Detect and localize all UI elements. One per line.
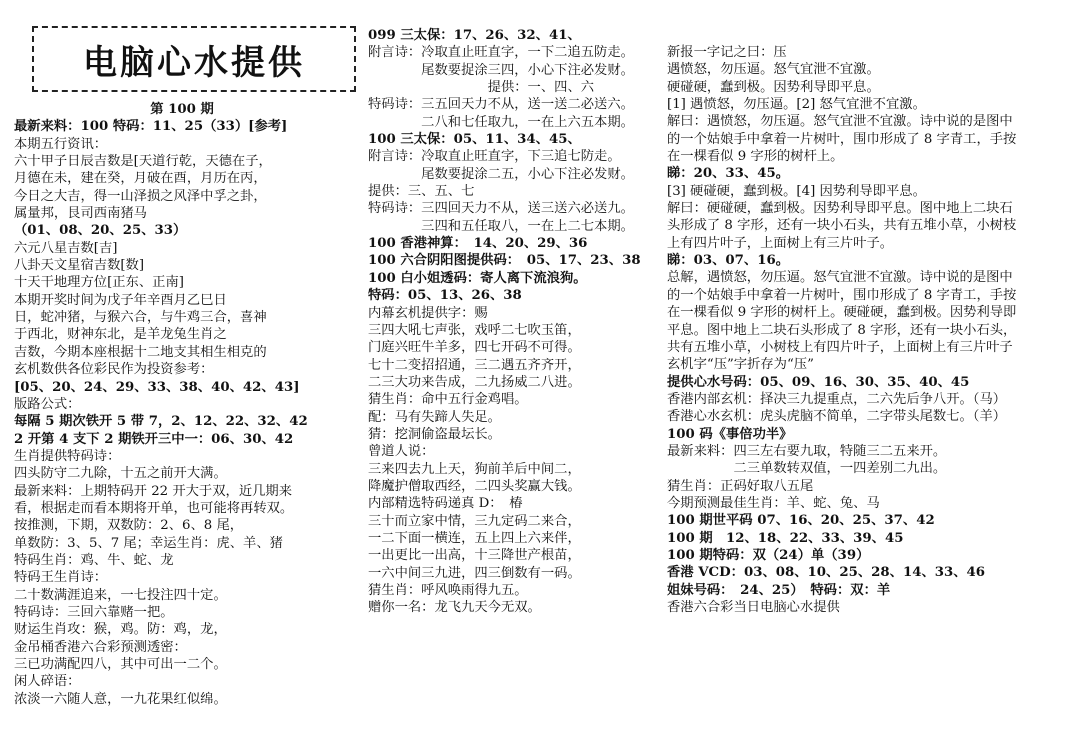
text-line: 金吊桶香港六合彩预测透密：	[14, 639, 187, 655]
text-line: 闲人碎语：	[14, 674, 81, 690]
text-line: 猜生肖：呼风唤雨得九五。	[368, 583, 528, 598]
text-line: 100 六合阴阳图提供码： 05、17、23、38	[368, 253, 641, 269]
text-line: 赠你一名：龙飞九天今无双。	[368, 600, 541, 616]
text-line: 三十而立家中情，三九定码二来合，	[368, 513, 581, 529]
text-line: 三来四去九上天，狗前羊后中间二，	[368, 461, 581, 477]
text-line: 的一个姑娘手中拿着一片树叶，围巾形成了 8 字青工，手按	[667, 131, 1017, 147]
text-line: 七十二变招招通，三二遇五齐齐开，	[368, 357, 581, 373]
text-line: 八卦天文星宿吉数[数]	[14, 258, 145, 274]
text-line: 月德在未，建在癸，月破在酉，月历在丙，	[14, 171, 267, 187]
text-line: 六十甲子日辰吉数是[天道行乾，天德在子，	[14, 154, 272, 170]
text-line: 新报一字记之曰：压	[667, 45, 787, 60]
text-line: 本期开奖时间为戊子年辛酉月乙巳日	[14, 292, 227, 308]
text-line: 2 开第 4 支下 2 期铁开三中一：06、30、42	[14, 431, 294, 447]
text-line: 属量邦，艮司西南猪马	[14, 206, 147, 222]
text-line: 二八和七任取九，一在上六五本期。	[368, 114, 634, 130]
text-line: 猜生肖：命中五行金鸡唱。	[368, 392, 528, 408]
text-line: 099 三太保：17、26、32、41、	[368, 28, 581, 43]
text-line: 尾数要捉涂二五，小心下注必发财。	[368, 166, 634, 182]
text-line: 本期五行资讯：	[14, 136, 108, 152]
text-line: 按推测，下期，双数防：2、6、8 尾，	[14, 518, 244, 534]
text-line: 每隔 5 期次铁开 5 带 7，2、12、22、32、42	[14, 414, 308, 430]
text-line: 一六中间三九进，四三倒数有一码。	[368, 565, 581, 581]
text-line: 降魔护僧取西经，二四头奖赢大钱。	[368, 478, 581, 494]
text-line: 共有五堆小草，小树枝上有四片叶子，上面树上有三片叶子	[667, 339, 1013, 355]
text-line: 特码诗：三五回天力不从，送一送二必送六。	[368, 97, 634, 113]
text-line: 的一个姑娘手中拿着一片树叶，围巾形成了 8 字青工，手按	[667, 287, 1017, 303]
text-line: 十天干地理方位[正东、正南]	[14, 275, 184, 291]
text-line: 三四大吼七声张，戏呼二七吹玉笛，	[368, 322, 581, 338]
text-line: 提供：一、四、六	[368, 80, 595, 96]
text-line: 100 白小姐透码：寄人离下流浪狗。	[368, 270, 587, 286]
text-line: 玄机字“压”字折存为“压”	[667, 357, 814, 373]
text-line: 版路公式：	[14, 396, 81, 412]
right-column	[667, 44, 1069, 616]
text-line: 香港六合彩当日电脑心水提供	[667, 600, 840, 615]
text-line: 财运生肖攻：猴，鸡。防：鸡，龙，	[14, 622, 227, 638]
text-line: 香港心水玄机：虎头虎脑不简单，二字带头尾数七。（羊）	[667, 409, 1007, 425]
text-line: 三四和五任取八，一在上二七本期。	[368, 218, 634, 234]
text-line: 100 码《事倍功半》	[667, 426, 793, 442]
page-title: 电脑心水提供	[83, 42, 305, 83]
text-line: 内部精选特码递真 D： 椿	[368, 496, 523, 512]
text-line: 猜：挖洞偷盗最坛长。	[368, 426, 501, 442]
text-line: 特码王生肖诗：	[14, 570, 108, 586]
text-line: 看，根据走而看本期将开单，也可能将再转双。	[14, 500, 294, 516]
text-line: 100 期特码：双（24）单（39）	[667, 547, 870, 563]
text-line: 一出更比一出高，十三降世产根苗，	[368, 548, 581, 564]
text-line: 解曰：硬碰硬，蠢到极。因势利导即平息。图中地上二块石	[667, 201, 1013, 217]
text-line: 最新来料：100 特码：11、25（33）[参考]	[14, 119, 288, 135]
text-line: 猜生肖：正码好取八五尾	[667, 478, 814, 494]
text-line: 100 期世平码 07、16、20、25、37、42	[667, 513, 935, 529]
text-line: 最新来料：上期特码开 22 开大于双，近几期来	[14, 483, 293, 499]
text-line: 二十数满涯追来，一七投注四十定。	[14, 587, 227, 603]
text-line: 100 期 12、18、22、33、39、45	[667, 530, 904, 546]
text-line: 最新来料：四三左右要九取，特随三二五来开。	[667, 443, 947, 459]
text-line: 尾数要捉涂三四，小心下注必发财。	[368, 62, 634, 78]
text-line: 上有四片叶子，上面树上有三片叶子。	[667, 235, 894, 251]
text-line: 香港 VCD：03、08、10、25、28、14、33、46	[667, 565, 986, 581]
text-line: 提供心水号码：05、09、16、30、35、40、45	[667, 374, 970, 390]
text-line: 在一棵看似 9 字形的树杆上。硬碰硬，蠢到极。因势利导即	[667, 305, 1017, 321]
text-line: 附言诗：冷取直止旺直字，下三追七防走。	[368, 149, 621, 165]
text-line: 硬碰硬，蠢到极。因势利导即平息。	[667, 79, 880, 95]
text-line: 姐妹号码： 24、25） 特码：双：羊	[667, 582, 891, 598]
text-line: 六元八星吉数[吉]	[14, 240, 118, 256]
text-line: 于西北，财神东北，是羊龙兔生肖之	[14, 327, 227, 343]
text-line: 吉数，今期本座根据十二地支其相生相克的	[14, 344, 267, 360]
text-line: 特码诗：三四回天力不从，送三送六必送九。	[368, 201, 634, 217]
text-line: 四头防守二九除，十五之前开大满。	[14, 466, 227, 482]
text-line: [05、20、24、29、33、38、40、42、43]	[14, 379, 300, 395]
text-line: 在一棵看似 9 字形的树杆上。	[667, 149, 844, 165]
text-line: 曾道人说：	[368, 444, 435, 460]
text-line: 二三大功来告成，二九扬威二八进。	[368, 374, 581, 390]
text-line: 浓淡一六随人意，一九花果红似绵。	[14, 691, 227, 707]
text-line: [1] 遇愤怒，勿压逼。[2] 怒气宜泄不宜激。	[667, 97, 926, 113]
text-line: 100 香港神算： 14、20、29、36	[368, 236, 588, 252]
text-line: 香港内部玄机：择决三九提重点，二六先后争八开。（马）	[667, 391, 1007, 407]
text-line: 单数防：3、5、7 尾；幸运生肖：虎、羊、猪	[14, 535, 283, 551]
text-line: 100 三太保：05、11、34、45、	[368, 132, 581, 148]
text-line: 附言诗：冷取直止旺直字，一下二追五防走。	[368, 45, 634, 61]
issue-number: 第 100 期	[150, 102, 214, 117]
text-line: 门庭兴旺牛羊多，四七开码不可得。	[368, 340, 581, 356]
text-line: 三已功满配四八，其中可出一二个。	[14, 657, 227, 672]
text-line: [3] 硬碰硬，蠢到极。[4] 因势利导即平息。	[667, 183, 926, 199]
text-line: 特码：05、13、26、38	[368, 288, 522, 304]
text-line: 一二下面一横连，五上四上六来伴，	[368, 530, 581, 546]
text-line: 特码生肖：鸡、牛、蛇、龙	[14, 552, 174, 568]
text-line: 睇：20、33、45。	[667, 166, 789, 182]
text-line: 今日之大吉，得一山泽损之风泽中孚之卦，	[14, 188, 267, 204]
text-line: 头形成了 8 字形，还有一块小石头，共有五堆小草，小树枝	[667, 218, 1017, 234]
text-line: 二三单数转双值，一四差别二九出。	[667, 461, 947, 477]
text-line: 特码诗：三回六靠赌一把。	[14, 604, 174, 620]
text-line: 日，蛇冲猪，与猴六合，与牛鸡三合，喜神	[14, 310, 267, 326]
text-line: 解曰：遇愤怒，勿压逼。怒气宜泄不宜激。诗中说的是图中	[667, 114, 1013, 130]
text-line: 提供：三、五、七	[368, 184, 475, 200]
text-line: 遇愤怒，勿压逼。怒气宜泄不宜激。	[667, 62, 880, 78]
text-line: 玄机数供各位彩民作为投资参考：	[14, 362, 214, 378]
text-line: 内幕玄机提供字：赐	[368, 305, 488, 321]
text-line: 配：马有失蹄人失足。	[368, 409, 501, 425]
text-line: 今期预测最佳生肖：羊、蛇、兔、马	[667, 495, 880, 511]
text-line: 生肖提供特码诗：	[14, 448, 121, 464]
text-line: 睇：03、07、16。	[667, 253, 789, 269]
left-column	[14, 0, 350, 708]
middle-column	[368, 27, 660, 617]
text-line: （01、08、20、25、33）	[14, 223, 187, 239]
text-line: 平息。图中地上二块石头形成了 8 字形，还有一块小石头，	[667, 322, 1017, 338]
text-line: 总解，遇愤怒，勿压逼。怒气宜泄不宜激。诗中说的是图中	[667, 270, 1013, 286]
